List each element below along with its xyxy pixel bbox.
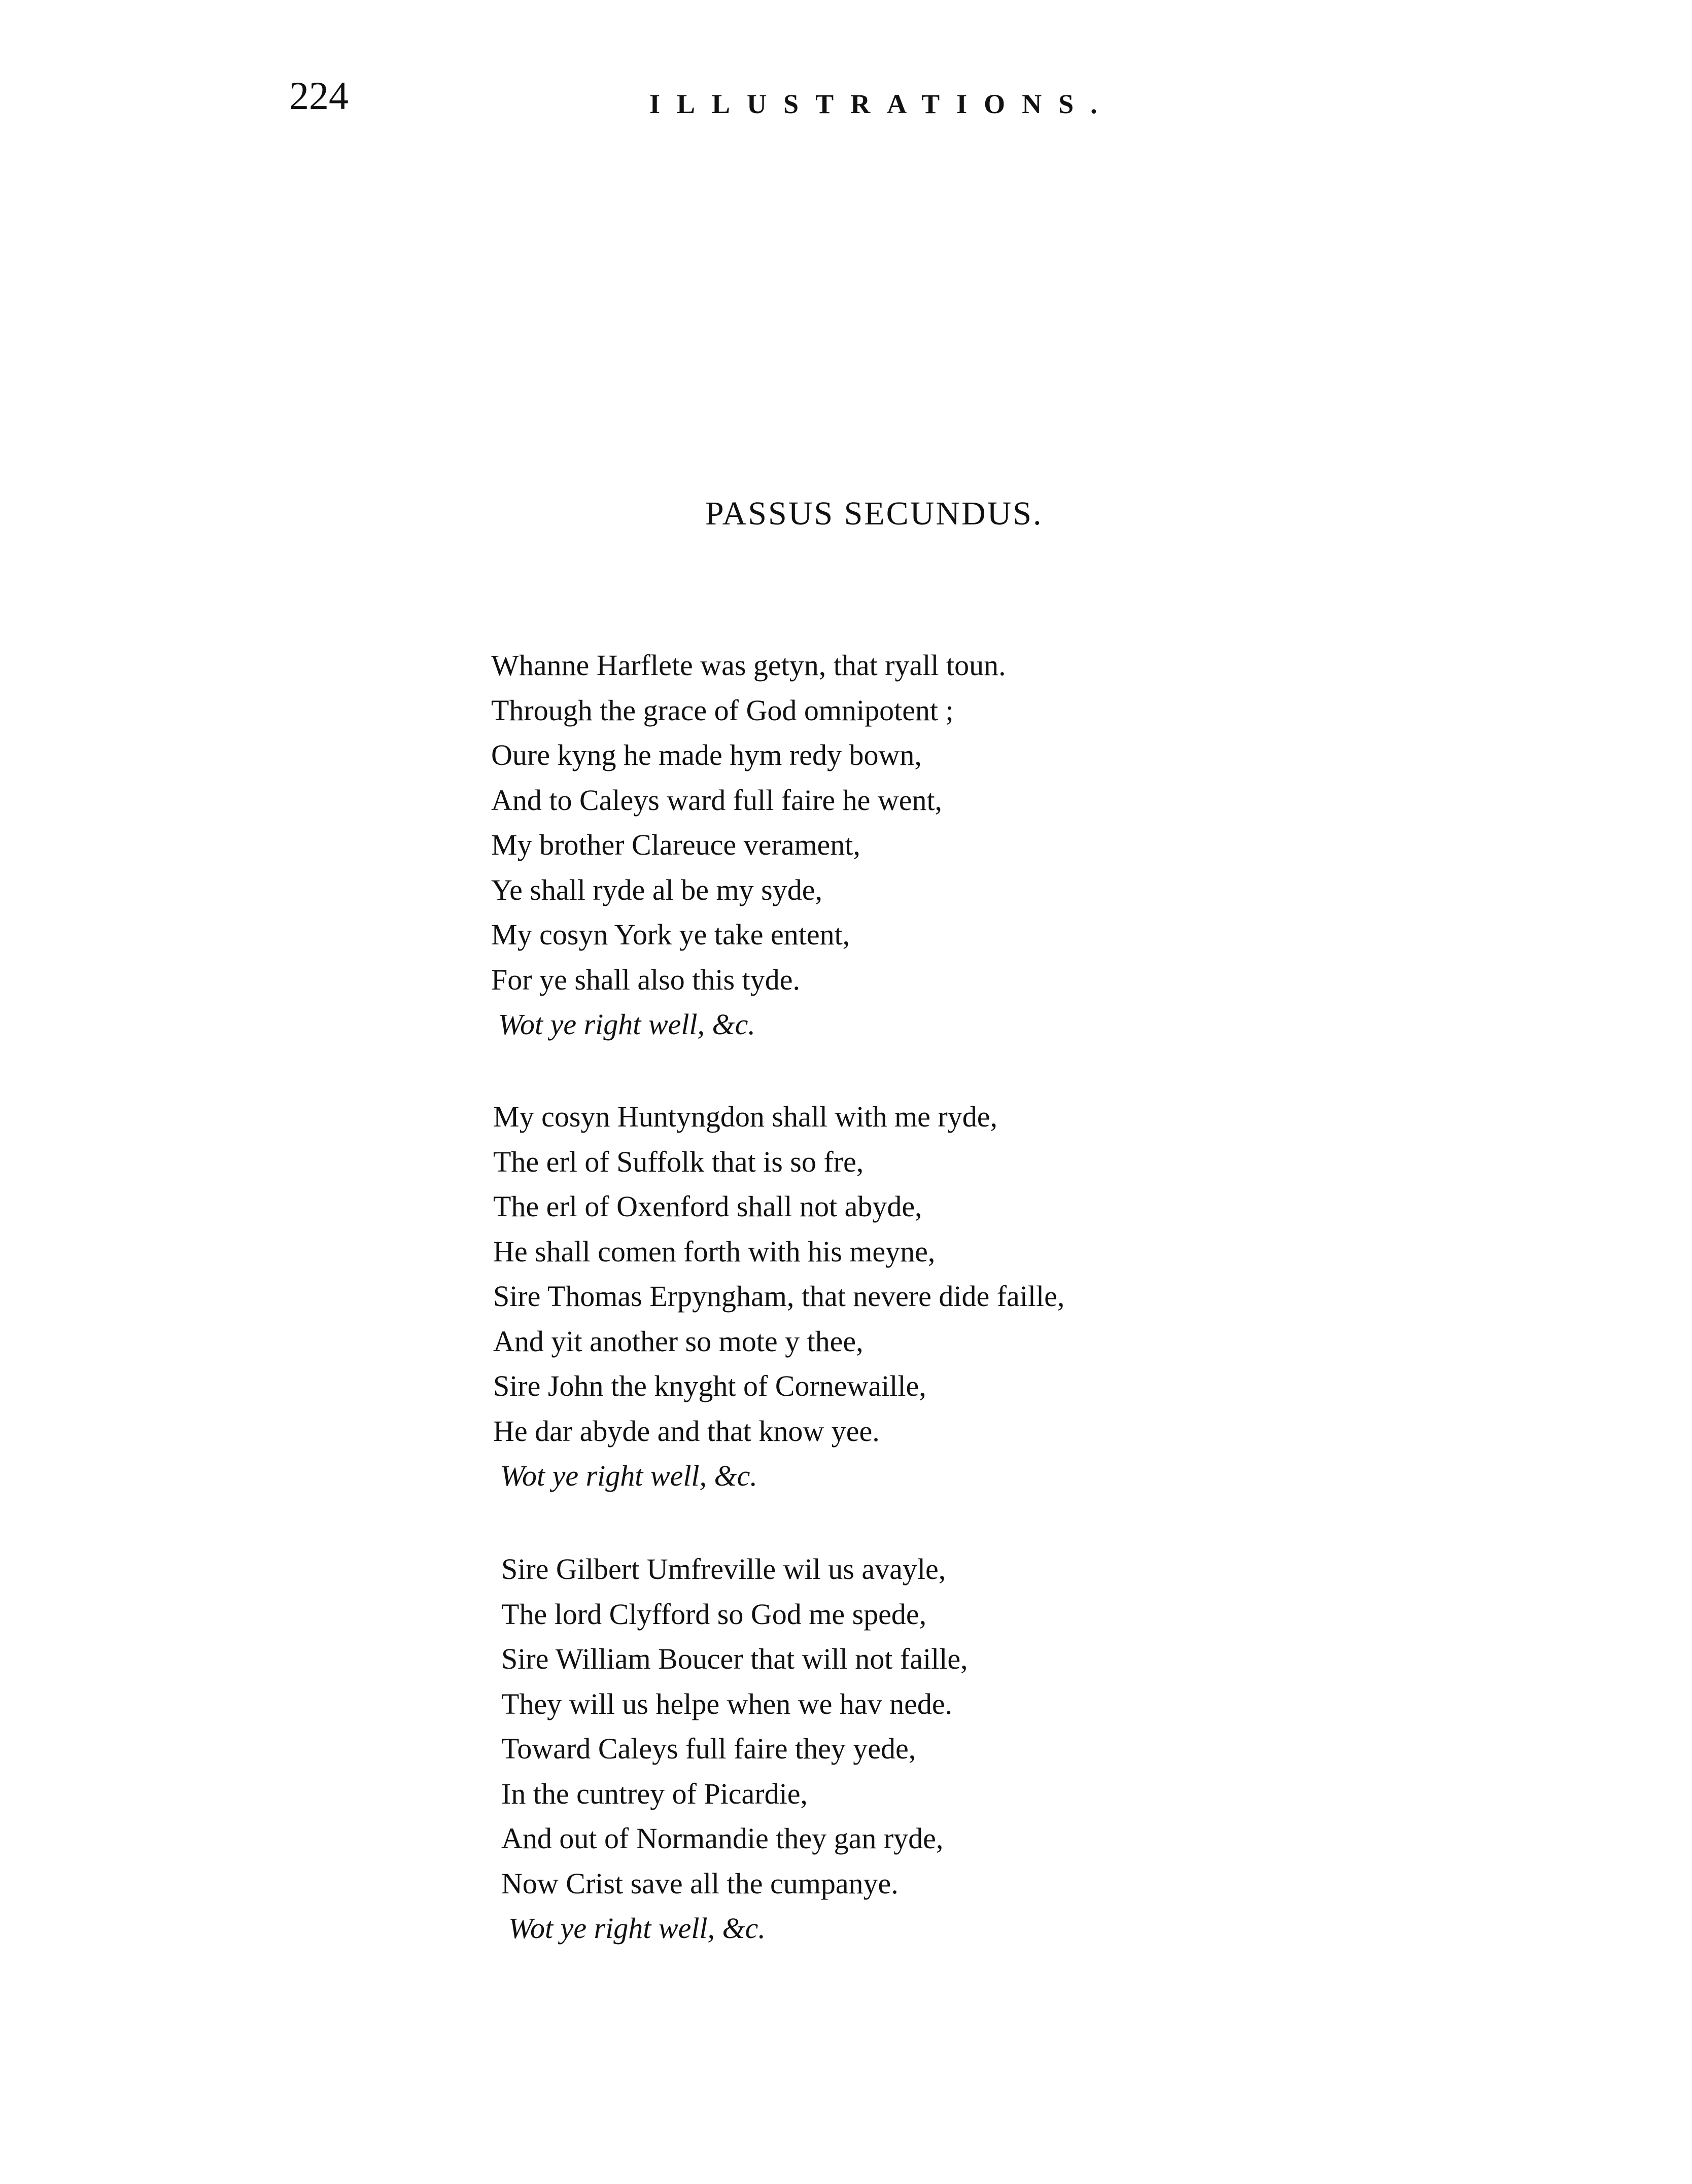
verse-line: Toward Caleys full faire they yede, — [501, 1732, 916, 1765]
verse-line: He dar abyde and that know yee. — [493, 1414, 880, 1448]
verse-line: And out of Normandie they gan ryde, — [501, 1822, 944, 1855]
verse-line: The lord Clyfford so God me spede, — [501, 1597, 927, 1631]
verse-line: For ye shall also this tyde. — [491, 963, 800, 996]
stanza-2 — [493, 1095, 1064, 1499]
verse-line: My cosyn York ye take entent, — [491, 918, 850, 951]
verse-line: Sire Thomas Erpyngham, that nevere dide faille, — [493, 1280, 1065, 1313]
verse-line: In the cuntrey of Picardie, — [501, 1777, 808, 1810]
verse-line: Sire Gilbert Umfreville wil us avayle, — [501, 1553, 946, 1586]
verse-line: Whanne Harflete was getyn, that ryall toun. — [491, 649, 1006, 682]
verse-line: Sire John the knyght of Cornewaille, — [493, 1369, 926, 1402]
stanza-3 — [501, 1547, 968, 1951]
refrain-line: Wot ye right well, &c. — [500, 1459, 757, 1492]
refrain-line: Wot ye right well, &c. — [498, 1008, 755, 1041]
verse-line: The erl of Suffolk that is so fre, — [493, 1145, 864, 1178]
refrain-line: Wot ye right well, &c. — [508, 1912, 766, 1945]
verse-line: The erl of Oxenford shall not abyde, — [493, 1190, 922, 1223]
verse-line: My cosyn Huntyngdon shall with me ryde, — [493, 1100, 997, 1133]
verse-line: And yit another so mote y thee, — [493, 1324, 864, 1358]
verse-line: They will us helpe when we hav nede. — [501, 1687, 953, 1720]
page-number: 224 — [289, 74, 349, 118]
verse-line: Now Crist save all the cumpanye. — [501, 1866, 899, 1900]
section-title: PASSUS SECUNDUS. — [705, 495, 1043, 532]
verse-line: My brother Clareuce verament, — [491, 828, 860, 861]
stanza-1 — [491, 643, 1006, 1047]
running-head: ILLUSTRATIONS. — [649, 89, 1114, 119]
verse-line: Sire William Boucer that will not faille, — [501, 1642, 968, 1675]
verse-line: Oure kyng he made hym redy bown, — [491, 738, 922, 771]
verse-line: He shall comen forth with his meyne, — [493, 1235, 936, 1268]
verse-line: Through the grace of God omnipotent ; — [491, 693, 954, 727]
verse-line: And to Caleys ward full faire he went, — [491, 783, 943, 817]
verse-line: Ye shall ryde al be my syde, — [491, 873, 822, 906]
